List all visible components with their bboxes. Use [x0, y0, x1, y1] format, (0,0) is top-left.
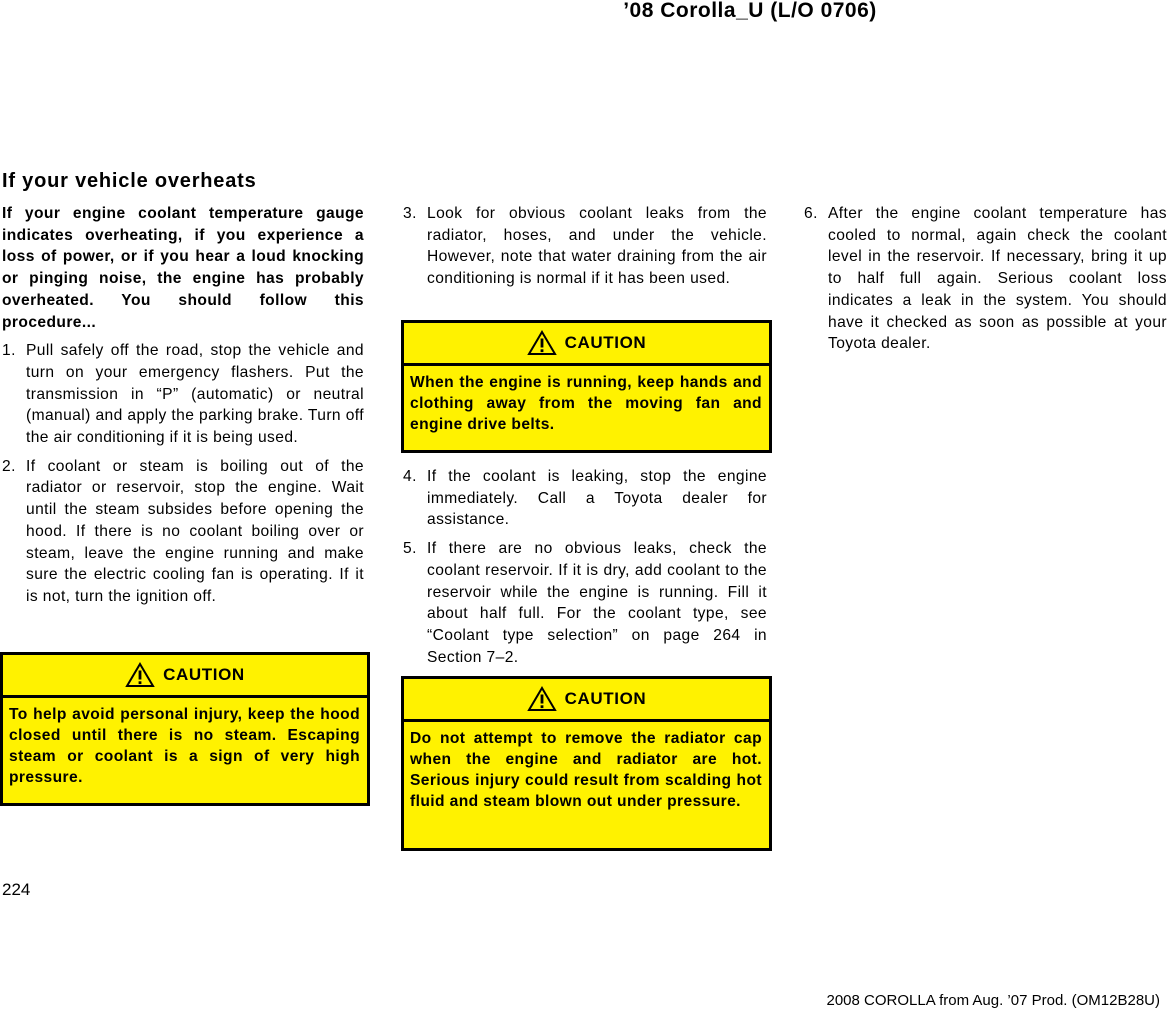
step-text: If the coolant is leaking, stop the engine immediately. Call a Toyota dealer for assistance.	[427, 468, 767, 529]
caution-header	[3, 655, 367, 698]
caution-text: To help avoid personal injury, keep the hood closed until there is no steam. Escaping steam or coolant is a sign of very high pressure.	[9, 706, 360, 786]
step-number: 4.	[403, 468, 417, 485]
step-1	[2, 340, 364, 449]
caution-text: Do not attempt to remove the radiator cap when the engine and radiator are hot. Serious injury could result from scalding hot fluid and steam blown out under pressure.	[410, 730, 762, 810]
step-text: If there are no obvious leaks, check the coolant reservoir. If it is dry, add coolant to the reservoir while the engine is running. Fill it about half full. For the coolant type, see “Coolant type selection” on page 264 in Section 7–2.	[427, 540, 767, 666]
step-number: 3.	[403, 205, 417, 222]
step-number: 2.	[2, 457, 16, 475]
column-middle-lower	[403, 466, 767, 668]
step-text: Look for obvious coolant leaks from the radiator, hoses, and under the vehicle. However, note that water draining from the air conditioning is normal if it has been used.	[427, 205, 767, 288]
warning-triangle-icon	[527, 330, 557, 356]
step-3	[403, 203, 767, 290]
step-2	[2, 456, 364, 608]
caution-box-2	[401, 320, 772, 453]
step-number: 5.	[403, 540, 417, 558]
warning-triangle-icon	[125, 662, 155, 688]
caution-label: CAUTION	[564, 333, 647, 352]
caution-header	[404, 323, 769, 366]
step-number: 1.	[2, 342, 16, 360]
warning-triangle-icon	[527, 686, 557, 712]
step-text: If coolant or steam is boiling out of the radiator or reservoir, stop the engine. Wait until the steam subsides before opening the hood. If there is no coolant boiling over or steam, leave the engine running and make sure the electric cooling fan is operating. If it is not, turn the ignition off.	[26, 457, 364, 605]
caution-header	[404, 679, 769, 722]
section-title: If your vehicle overheats	[2, 170, 257, 192]
step-4	[403, 466, 767, 531]
step-text: After the engine coolant temperature has cooled to normal, again check the coolant level in the reservoir. If necessary, bring it up to half full again. Serious coolant loss indicates a leak in the system. You should have it checked as soon as possible at your Toyota dealer.	[828, 205, 1167, 353]
step-number: 6.	[804, 205, 818, 222]
caution-box-3	[401, 676, 772, 851]
step-5	[403, 538, 767, 668]
caution-text: When the engine is running, keep hands and clothing away from the moving fan and engine drive belts.	[410, 374, 762, 433]
page-number: 224	[2, 880, 31, 899]
caution-label: CAUTION	[564, 689, 647, 708]
column-right	[804, 203, 1167, 355]
step-6	[804, 203, 1167, 355]
caution-label: CAUTION	[163, 665, 245, 684]
column-middle	[403, 203, 767, 290]
column-left	[2, 203, 364, 608]
caution-box-1	[0, 652, 370, 806]
intro-paragraph: If your engine coolant temperature gauge indicates overheating, if you experience a loss of power, or if you hear a loud knocking or pinging noise, the engine has probably overheated. You should follow this procedure...	[2, 205, 364, 331]
footer-text: 2008 COROLLA from Aug. ’07 Prod. (OM12B28U)	[826, 992, 1160, 1009]
step-text: Pull safely off the road, stop the vehicle and turn on your emergency flashers. Put the transmission in “P” (automatic) or neutral (manual) and apply the parking brake. Turn off the air conditioning if it is being used.	[26, 342, 364, 447]
document-header-title: ’08 Corolla_U (L/O 0706)	[623, 0, 877, 22]
